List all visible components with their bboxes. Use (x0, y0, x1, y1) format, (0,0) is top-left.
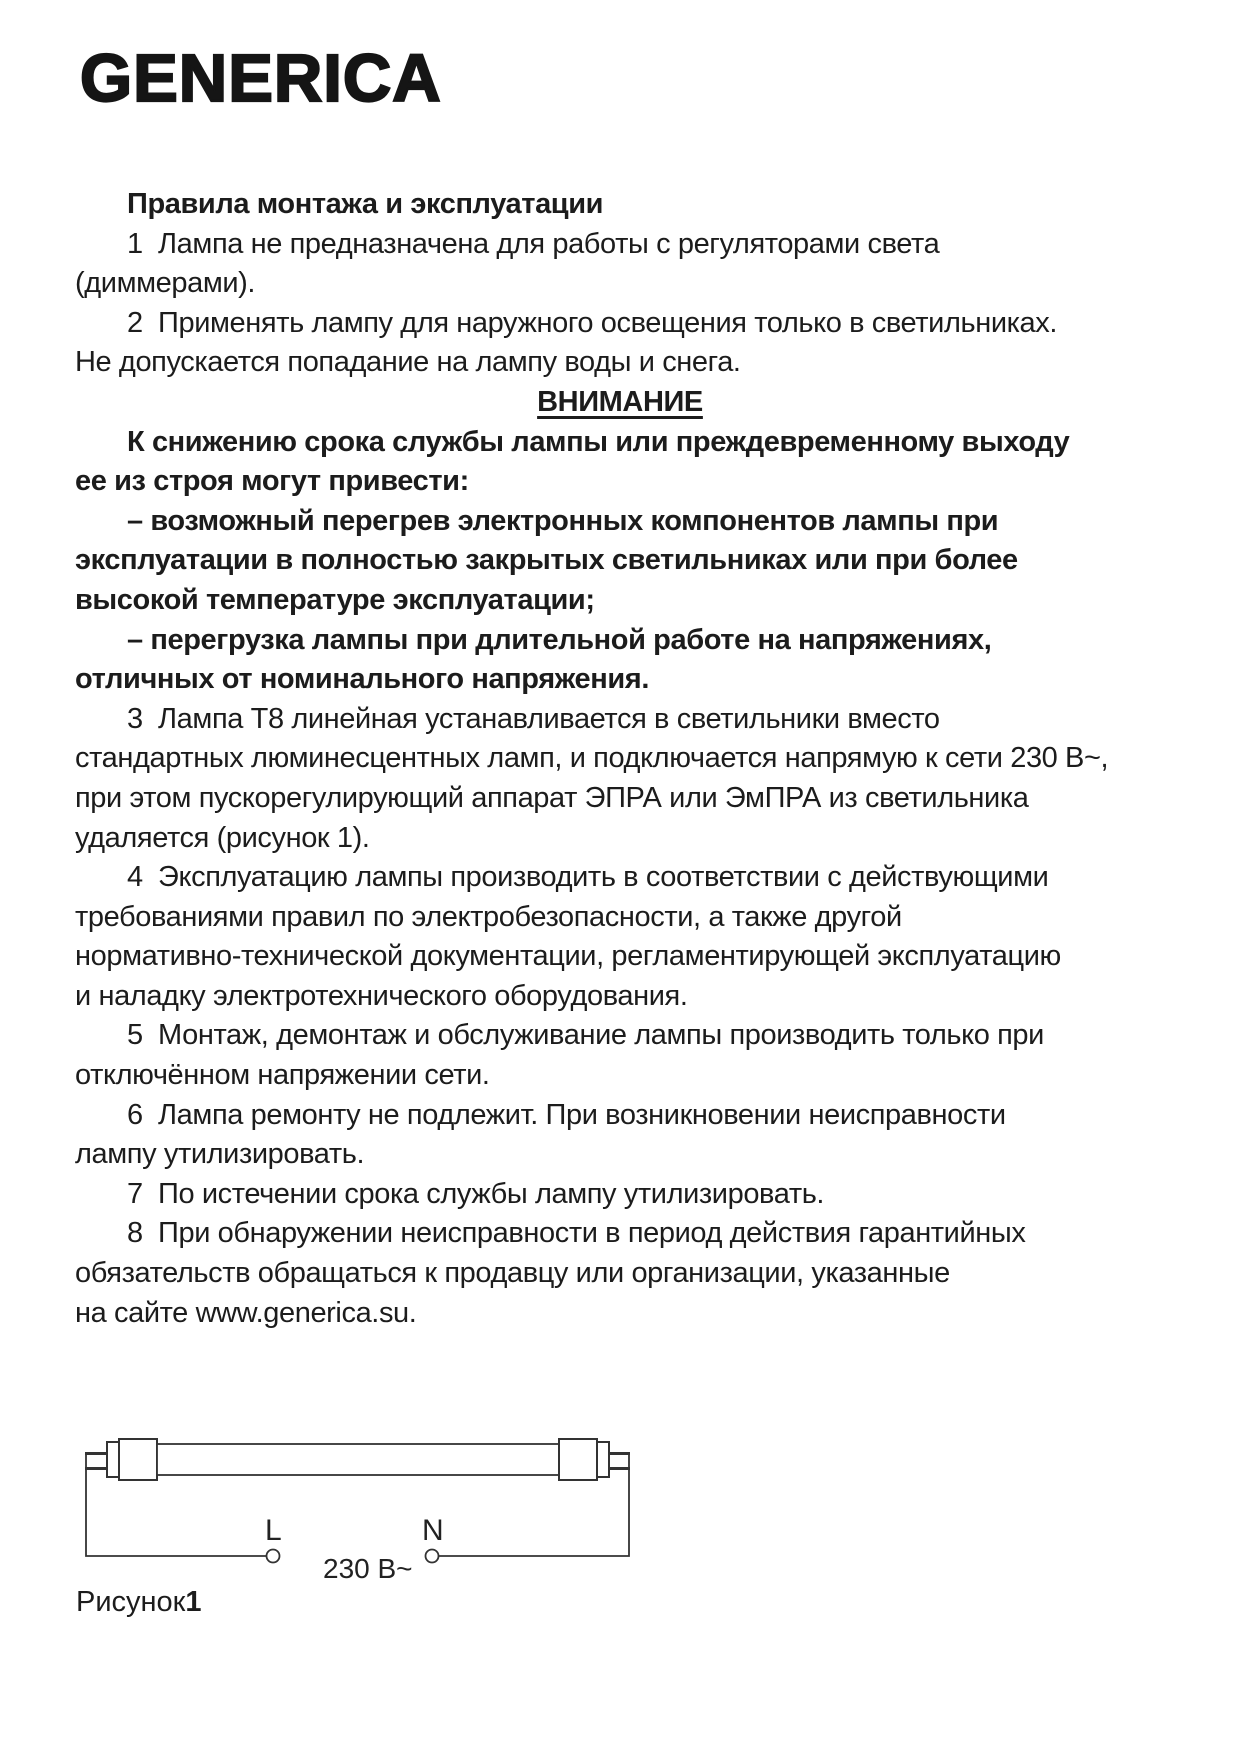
text-line: стандартных люминесцентных ламп, и подключается напрямую к сети 230 В~, (75, 742, 1109, 775)
text-line: Не допускается попадание на лампу воды и снега. (75, 346, 741, 379)
document-body (75, 185, 1165, 1333)
text-line: 8 При обнаружении неисправности в период действия гарантийных (127, 1217, 1026, 1250)
text-line: 6 Лампа ремонту не подлежит. При возникновении неисправности (127, 1098, 1006, 1131)
attention-heading: ВНИМАНИЕ (537, 385, 703, 418)
lamp-tube (157, 1444, 559, 1475)
text-line: (диммерами). (75, 267, 256, 300)
text-line: отличных от номинального напряжения. (75, 663, 649, 696)
label-voltage: 230 В~ (323, 1553, 413, 1584)
text-line: 3 Лампа Т8 линейная устанавливается в светильники вместо (127, 702, 940, 735)
lamp-right-ring (597, 1442, 609, 1477)
text-line: отключённом напряжении сети. (75, 1059, 490, 1092)
terminal-N (426, 1550, 439, 1563)
text-line: удаляется (рисунок 1). (75, 821, 370, 854)
text-line: на сайте www.generica.su. (75, 1296, 417, 1329)
text-line: 7 По истечении срока службы лампу утилизировать. (127, 1177, 825, 1210)
lamp-left-ring (107, 1442, 119, 1477)
text-line: 5 Монтаж, демонтаж и обслуживание лампы производить только при (127, 1019, 1044, 1052)
figure-caption-number: 1 (185, 1586, 202, 1618)
text-line: – возможный перегрев электронных компонентов лампы при (127, 504, 999, 537)
generica-logo: GENERICA (80, 41, 442, 116)
text-line: 4 Эксплуатацию лампы производить в соответствии с действующими (127, 861, 1049, 894)
text-line: К снижению срока службы лампы или преждевременному выходу (127, 425, 1070, 458)
text-line: обязательств обращаться к продавцу или организации, указанные (75, 1257, 950, 1290)
text-line: ее из строя могут привести: (75, 465, 469, 498)
text-line: при этом пускорегулирующий аппарат ЭПРА или ЭмПРА из светильника (75, 781, 1029, 814)
label-L: L (265, 1514, 282, 1547)
figure-caption (76, 1586, 202, 1619)
text-line: лампу утилизировать. (75, 1138, 365, 1171)
lamp-left-cap (119, 1439, 157, 1480)
text-line: и наладку электротехнического оборудования. (75, 979, 688, 1012)
lamp-right-cap (559, 1439, 597, 1480)
text-line: 2 Применять лампу для наружного освещения только в светильниках. (127, 306, 1058, 339)
text-line: – перегрузка лампы при длительной работе на напряжениях, (127, 623, 992, 656)
label-N: N (422, 1514, 444, 1547)
terminal-L (267, 1550, 280, 1563)
lamp-wiring-diagram (70, 1418, 645, 1588)
lamp-wiring-figure (70, 1418, 645, 1588)
text-line: эксплуатации в полностью закрытых светильниках или при более (75, 544, 1018, 577)
text-line: требованиями правил по электробезопасности, а также другой (75, 900, 902, 933)
text-line: нормативно-технической документации, регламентирующей эксплуатацию (75, 940, 1061, 973)
figure-caption-text: Рисунок (76, 1586, 186, 1618)
text-line: высокой температуре эксплуатации; (75, 583, 595, 616)
text-line: 1 Лампа не предназначена для работы с регуляторами света (127, 227, 940, 260)
section-heading-line: Правила монтажа и эксплуатации (127, 188, 604, 220)
